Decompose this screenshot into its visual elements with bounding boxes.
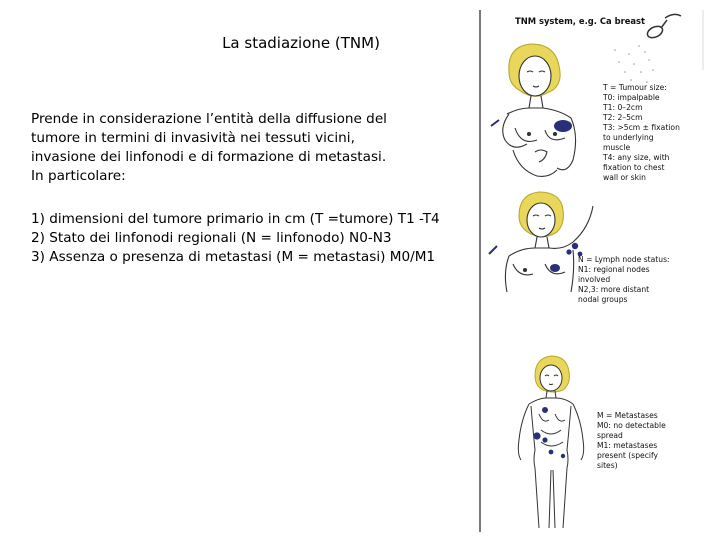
m-label: present (specify (597, 451, 659, 460)
m-label: M1: metastases (597, 441, 658, 450)
t-label: muscle (603, 143, 631, 152)
criteria-item-n: 2) Stato dei linfonodi regionali (N = linfonodo) N0-N3 (31, 230, 392, 246)
pointer-mark (489, 246, 497, 254)
figure-heading: TNM system, e.g. Ca breast (515, 16, 646, 26)
n-label: N1: regional nodes (578, 265, 650, 274)
intro-line: Prende in considerazione l’entità della diffusione del (31, 111, 387, 127)
tnm-illustration (479, 10, 704, 532)
t-label: wall or skin (603, 173, 646, 182)
pointer-mark (491, 120, 499, 126)
n-label: N = Lymph node status: (578, 255, 670, 264)
n-label: N2,3: more distant (578, 285, 650, 294)
n-label: involved (578, 275, 611, 284)
intro-line: tumore in termini di invasività nei tessuti vicini, (31, 130, 355, 146)
t-label: T0: impalpable (603, 93, 660, 102)
lymph-node-mark (572, 243, 578, 249)
t-label: T1: 0–2cm (603, 103, 643, 112)
intro-line: In particolare: (31, 168, 126, 184)
metastasis-mark (549, 450, 554, 455)
t-label: to underlying (603, 133, 654, 142)
figure-self-exam (503, 44, 576, 176)
tumour-mark (550, 264, 560, 272)
intro-line: invasione dei linfonodi e di formazione di metastasi. (31, 149, 387, 165)
metastasis-mark (542, 437, 547, 442)
criteria-item-m: 3) Assenza o presenza di metastasi (M = metastasi) M0/M1 (31, 249, 436, 265)
metastasis-mark (542, 407, 548, 413)
lymph-node-mark (566, 249, 571, 254)
m-label: M = Metastases (597, 411, 658, 420)
t-label: T3: >5cm ± fixation (603, 123, 680, 132)
m-label: M0: no detectable (597, 421, 666, 430)
slide-title: La stadiazione (TNM) (222, 34, 380, 52)
tumour-mark (554, 120, 572, 132)
intro-paragraph (31, 110, 441, 186)
criteria-item-t: 1) dimensioni del tumore primario in cm (T =tumore) T1 -T4 (31, 211, 440, 227)
n-label: nodal groups (578, 295, 628, 304)
t-label: T2: 2–5cm (603, 113, 643, 122)
figure-metastases (518, 356, 583, 528)
metastasis-mark (533, 432, 540, 439)
metastasis-mark (561, 454, 565, 458)
tnm-figure (479, 10, 704, 532)
t-label: T4: any size, with (603, 153, 670, 162)
m-label: spread (597, 431, 623, 440)
m-label: sites) (597, 461, 618, 470)
t-label: fixation to chest (603, 163, 665, 172)
criteria-list (31, 210, 441, 267)
t-label: T = Tumour size: (603, 83, 667, 92)
